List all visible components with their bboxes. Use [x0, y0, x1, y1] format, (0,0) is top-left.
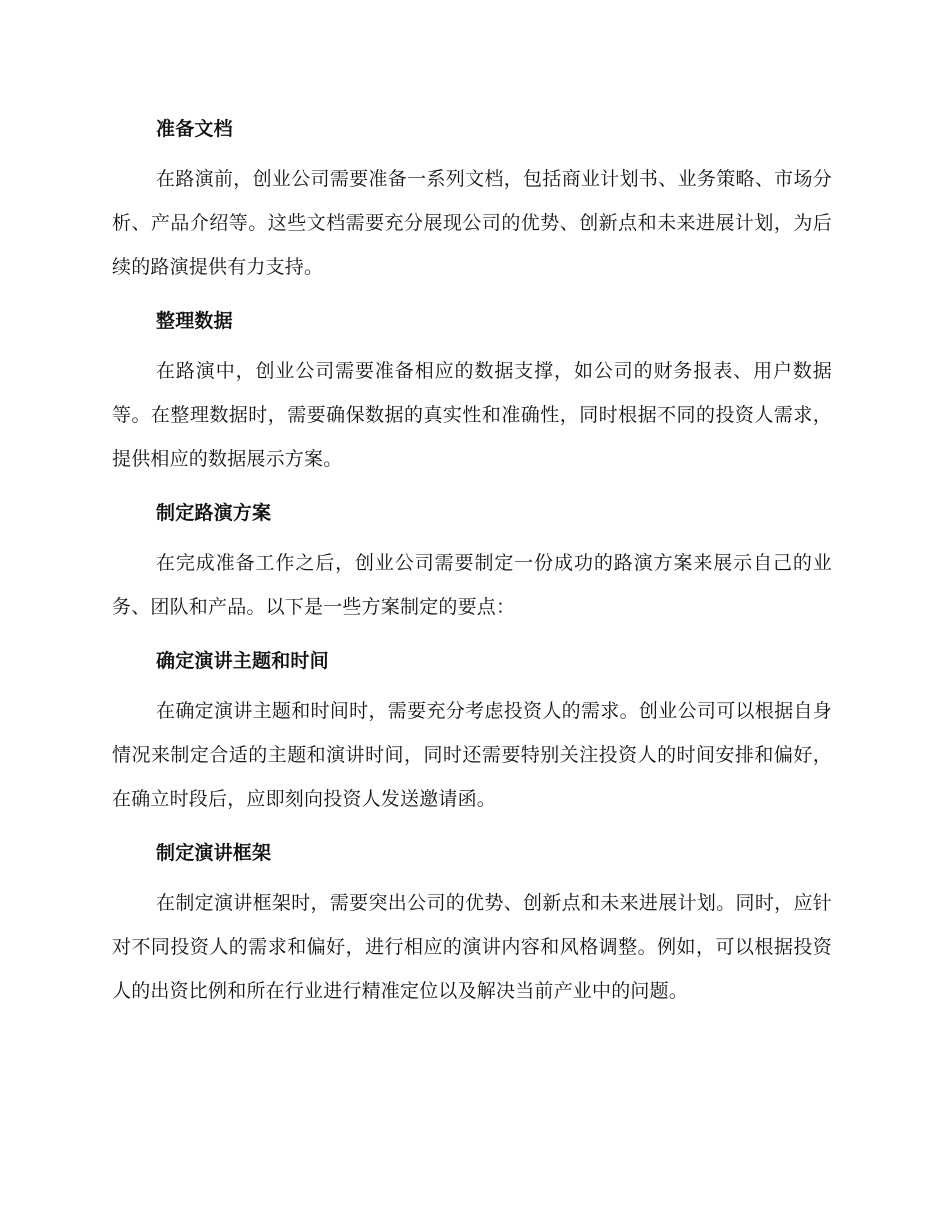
section-heading-roadshow-plan: 制定路演方案	[156, 502, 272, 524]
section-paragraph-roadshow-plan: 在完成准备工作之后，创业公司需要制定一份成功的路演方案来展示自己的业务、团队和产品。以下是一些方案制定的要点：	[112, 552, 832, 618]
section-heading-prepare-documents: 准备文档	[156, 118, 233, 140]
section-paragraph-prepare-documents: 在路演前，创业公司需要准备一系列文档，包括商业计划书、业务策略、市场分析、产品介绍等。这些文档需要充分展现公司的优势、创新点和未来进展计划，为后续的路演提供有力支持。	[112, 168, 832, 278]
section-heading-speech-framework: 制定演讲框架	[156, 842, 272, 864]
section-paragraph-speech-framework: 在制定演讲框架时，需要突出公司的优势、创新点和未来进展计划。同时，应针对不同投资人的需求和偏好，进行相应的演讲内容和风格调整。例如，可以根据投资人的出资比例和所在行业进行精准定位以及解决当前产业中的问题。	[112, 892, 832, 1002]
section-heading-topic-and-time: 确定演讲主题和时间	[156, 650, 329, 672]
section-paragraph-organize-data: 在路演中，创业公司需要准备相应的数据支撑，如公司的财务报表、用户数据等。在整理数据时，需要确保数据的真实性和准确性，同时根据不同的投资人需求，提供相应的数据展示方案。	[112, 360, 832, 470]
document-body	[112, 112, 832, 1028]
section-heading-organize-data: 整理数据	[156, 310, 233, 332]
section-paragraph-topic-and-time: 在确定演讲主题和时间时，需要充分考虑投资人的需求。创业公司可以根据自身情况来制定合适的主题和演讲时间，同时还需要特别关注投资人的时间安排和偏好，在确立时段后，应即刻向投资人发送邀请函。	[112, 700, 832, 810]
